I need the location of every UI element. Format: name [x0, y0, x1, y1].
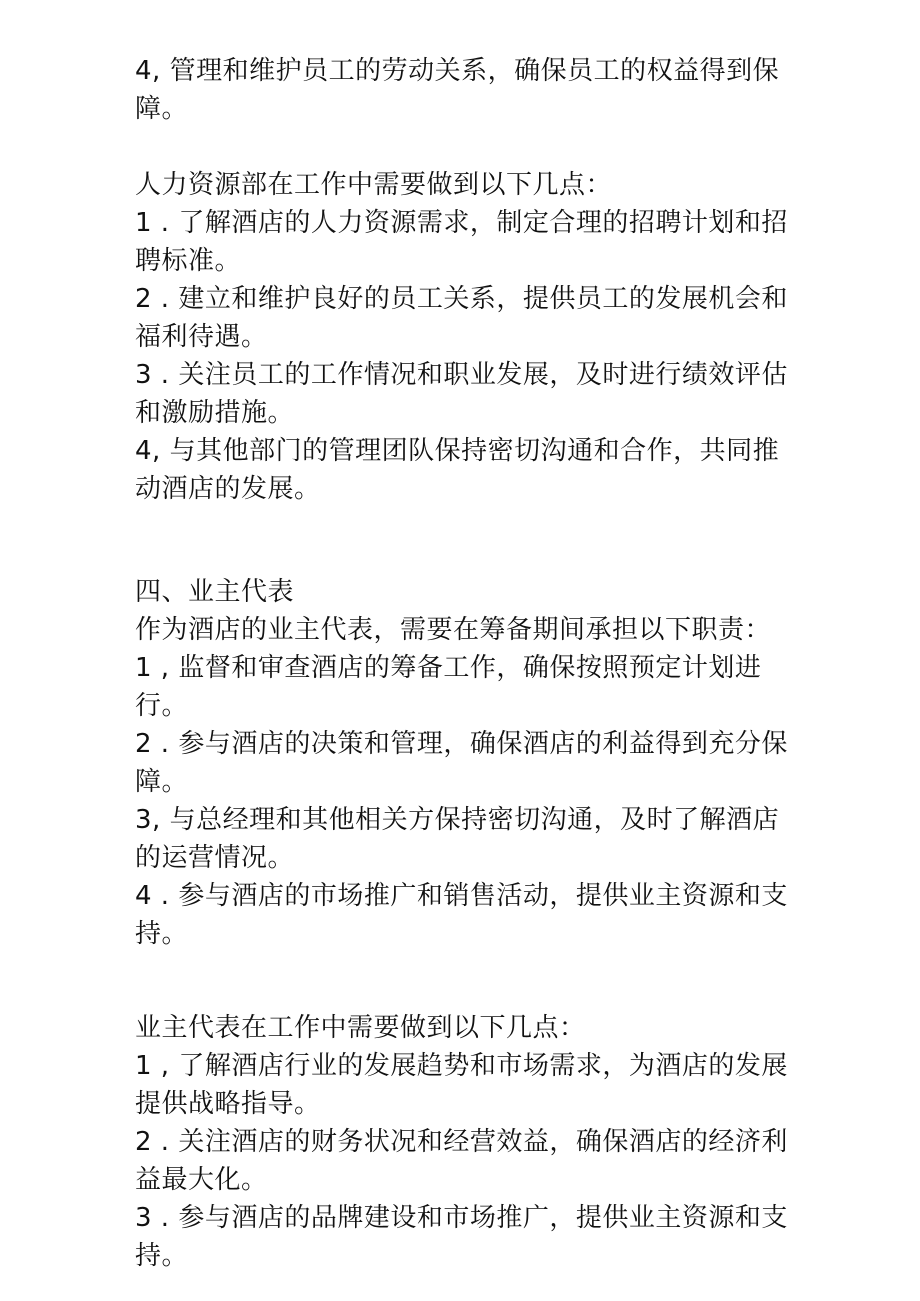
section-intro: 作为酒店的业主代表，需要在筹备期间承担以下职责：	[135, 615, 772, 645]
hr-duty-4-paragraph	[135, 52, 795, 128]
section-heading: 四、业主代表	[135, 577, 295, 607]
document-page	[135, 52, 795, 1275]
list-item-line: 1 . 了解酒店的人力资源需求，制定合理的招聘计划和招	[135, 208, 788, 238]
list-item-line: 2 . 建立和维护良好的员工关系，提供员工的发展机会和	[135, 284, 788, 314]
list-item-line: 4 . 参与酒店的市场推广和销售活动，提供业主资源和支	[135, 881, 788, 911]
list-item-line: 和激励措施。	[135, 398, 295, 428]
list-item-line: 3 . 参与酒店的品牌建设和市场推广，提供业主资源和支	[135, 1203, 788, 1233]
section-intro: 人力资源部在工作中需要做到以下几点：	[135, 170, 613, 200]
text-line: 4, 管理和维护员工的劳动关系，确保员工的权益得到保	[135, 56, 780, 86]
list-item-line: 1 , 了解酒店行业的发展趋势和市场需求，为酒店的发展	[135, 1051, 788, 1081]
list-item-line: 聘标准。	[135, 246, 242, 276]
list-item-line: 1 , 监督和审查酒店的筹备工作，确保按照预定计划进	[135, 653, 762, 683]
section-intro: 业主代表在工作中需要做到以下几点：	[135, 1013, 586, 1043]
list-item-line: 动酒店的发展。	[135, 474, 321, 504]
list-item-line: 持。	[135, 919, 189, 949]
list-item-line: 持。	[135, 1241, 189, 1271]
list-item-line: 益最大化。	[135, 1165, 268, 1195]
list-item-line: 福利待遇。	[135, 322, 268, 352]
list-item-line: 障。	[135, 767, 189, 797]
list-item-line: 4, 与其他部门的管理团队保持密切沟通和合作，共同推	[135, 436, 780, 466]
list-item-line: 3, 与总经理和其他相关方保持密切沟通，及时了解酒店	[135, 805, 780, 835]
list-item-line: 2 . 关注酒店的财务状况和经营效益，确保酒店的经济利	[135, 1127, 788, 1157]
owner-rep-section	[135, 573, 795, 953]
list-item-line: 3 . 关注员工的工作情况和职业发展，及时进行绩效评估	[135, 360, 788, 390]
text-line: 障。	[135, 94, 189, 124]
list-item-line: 行。	[135, 691, 189, 721]
owner-work-section	[135, 1009, 795, 1275]
list-item-line: 2 . 参与酒店的决策和管理，确保酒店的利益得到充分保	[135, 729, 788, 759]
list-item-line: 提供战略指导。	[135, 1089, 321, 1119]
list-item-line: 的运营情况。	[135, 843, 295, 873]
hr-work-section	[135, 166, 795, 508]
